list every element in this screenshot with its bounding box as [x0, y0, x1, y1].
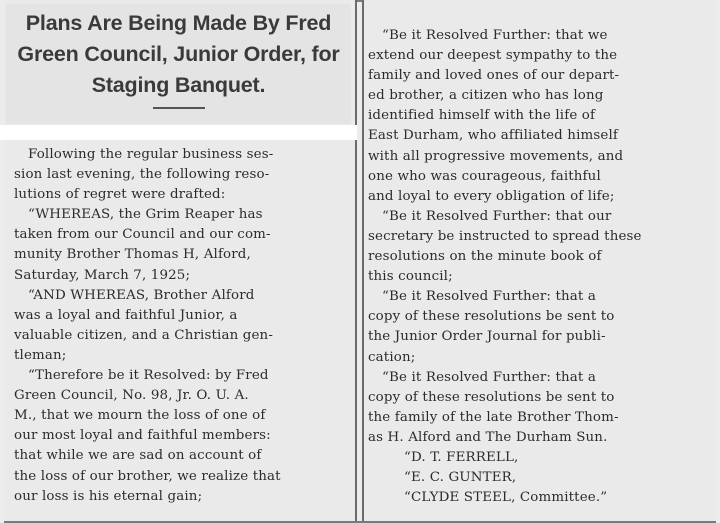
- text-line: ed brother, a citizen who has long: [368, 88, 604, 104]
- text-line: M., that we mourn the loss of one of: [14, 408, 266, 424]
- text-line: our most loyal and faithful members:: [14, 428, 271, 444]
- text-line: resolutions on the minute book of: [368, 249, 602, 265]
- text-line: was a loyal and faithful Junior, a: [14, 307, 238, 323]
- signature-line: “CLYDE STEEL, Committee.”: [404, 490, 608, 506]
- text-line: Saturday, March 7, 1925;: [14, 267, 191, 283]
- text-line: secretary be instructed to spread these: [368, 228, 642, 244]
- right-column-text: [368, 26, 642, 508]
- signature-line: “E. C. GUNTER,: [404, 470, 517, 486]
- text-line: the loss of our brother, we realize that: [14, 468, 281, 484]
- text-line: as H. Alford and The Durham Sun.: [368, 429, 608, 445]
- headline-line: Staging Banquet.: [91, 73, 266, 97]
- text-line: “WHEREAS, the Grim Reaper has: [28, 207, 263, 223]
- text-line: Green Council, No. 98, Jr. O. U. A.: [14, 388, 249, 404]
- text-line: family and loved ones of our depart-: [368, 68, 620, 84]
- text-line: taken from our Council and our com-: [14, 227, 271, 243]
- headline-divider: [153, 107, 205, 109]
- text-line: East Durham, who affiliated himself: [368, 128, 619, 144]
- text-line: copy of these resolutions be sent to: [368, 309, 615, 325]
- text-line: and loyal to every obligation of life;: [368, 188, 615, 204]
- signature-line: “D. T. FERRELL,: [404, 449, 519, 465]
- text-line: lutions of regret were drafted:: [14, 187, 226, 203]
- text-line: identified himself with the life of: [368, 108, 596, 124]
- text-line: extend our deepest sympathy to the: [368, 48, 618, 64]
- text-line: munity Brother Thomas H, Alford,: [14, 247, 251, 263]
- left-column-text: [14, 145, 281, 507]
- text-line: our loss is his eternal gain;: [14, 488, 203, 504]
- headline-line: Plans Are Being Made By Fred: [25, 11, 332, 35]
- scan-gap: [0, 125, 357, 140]
- text-line: cation;: [368, 349, 416, 365]
- text-line: “Be it Resolved Further: that we: [382, 28, 608, 43]
- text-line: the Junior Order Journal for publi-: [368, 329, 606, 345]
- text-line: “AND WHEREAS, Brother Alford: [28, 287, 255, 303]
- text-line: that while we are sad on account of: [14, 448, 262, 464]
- text-line: “Be it Resolved Further: that a: [382, 369, 597, 385]
- headline-line: Green Council, Junior Order, for: [17, 42, 340, 66]
- text-line: valuable citizen, and a Christian gen-: [14, 327, 274, 343]
- text-line: sion last evening, the following reso-: [14, 167, 270, 183]
- text-line: with all progressive movements, and: [368, 148, 624, 164]
- text-line: copy of these resolutions be sent to: [368, 389, 615, 405]
- text-line: tleman;: [14, 347, 67, 363]
- text-line: Following the regular business ses-: [28, 147, 274, 162]
- text-line: one who was courageous, faithful: [368, 168, 601, 184]
- text-line: “Be it Resolved Further: that our: [382, 208, 612, 224]
- text-line: “Therefore be it Resolved: by Fred: [28, 368, 269, 384]
- text-line: the family of the late Brother Thom-: [368, 409, 619, 425]
- headline: [6, 4, 351, 101]
- headline-block: [6, 4, 351, 124]
- text-line: this council;: [368, 269, 453, 285]
- text-line: “Be it Resolved Further: that a: [382, 289, 597, 305]
